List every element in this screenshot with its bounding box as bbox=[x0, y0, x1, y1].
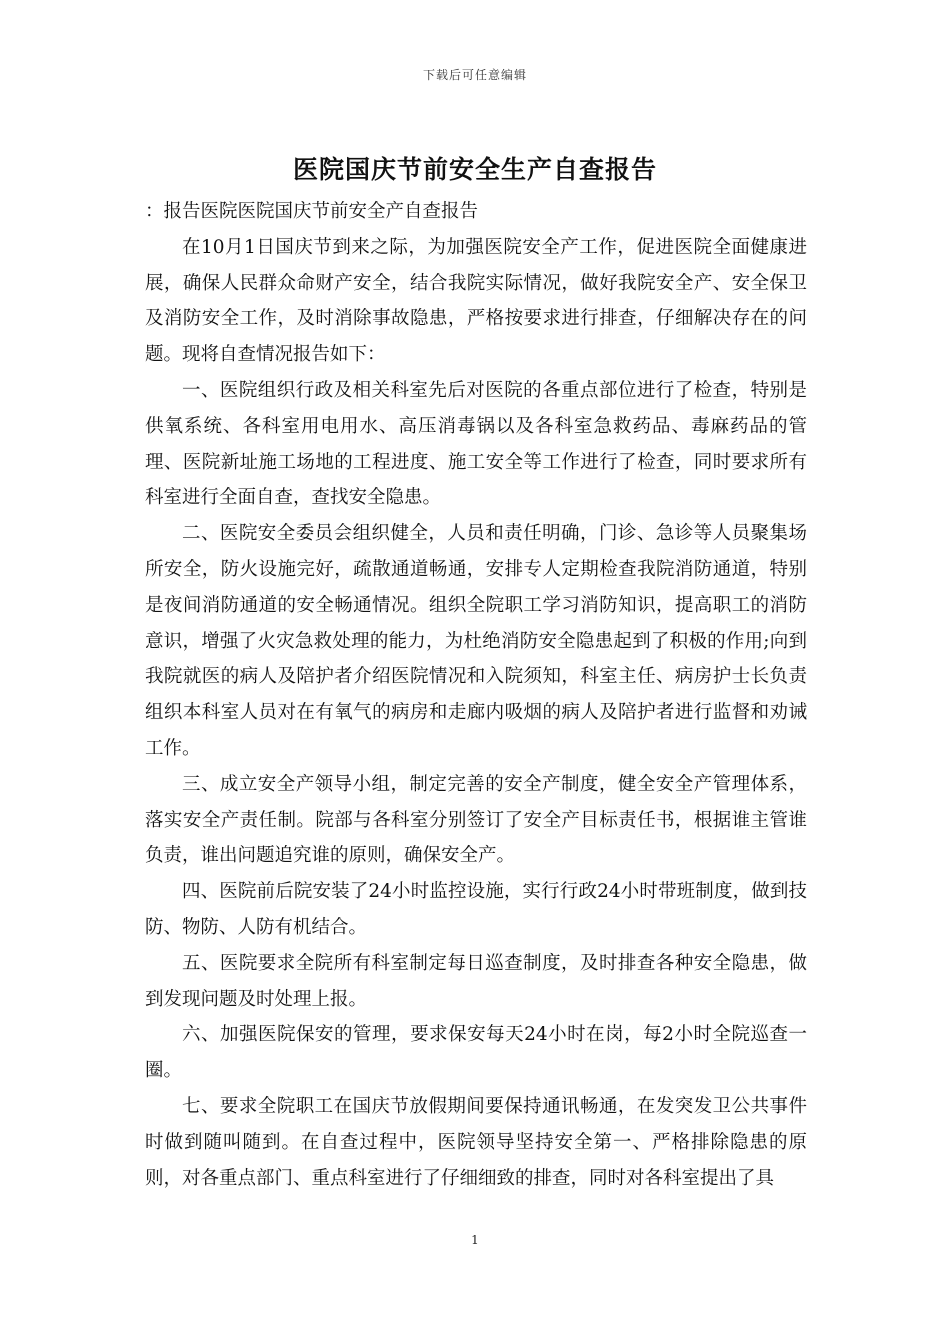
page-number: 1 bbox=[471, 1233, 479, 1247]
paragraph-1: 一、医院组织行政及相关科室先后对医院的各重点部位进行了检查，特别是供氧系统、各科室用电用水、高压消毒锅以及各科室急救药品、毒麻药品的管理、医院新址施工场地的工程进度、施工安全等工作进行了检查，同时要求所有科室进行全面自查，查找安全隐患。 bbox=[145, 379, 807, 509]
paragraph-3: 三、成立安全产领导小组，制定完善的安全产制度，健全安全产管理体系，落实安全产责任制。院部与各科室分别签订了安全产目标责任书，根据谁主管谁负责，谁出问题追究谁的原则，确保安全产。 bbox=[145, 773, 807, 867]
paragraph-7: 七、要求全院职工在国庆节放假期间要保持通讯畅通，在发突发卫公共事件时做到随叫随到。在自查过程中，医院领导坚持安全第一、严格排除隐患的原则，对各重点部门、重点科室进行了仔细细致的排查，同时对各科室提出了具 bbox=[145, 1095, 807, 1189]
document-body bbox=[145, 194, 807, 1196]
paragraph-6: 六、加强医院保安的管理，要求保安每天24小时在岗，每2小时全院巡查一圈。 bbox=[145, 1024, 807, 1082]
subtitle-line: ：报告医院医院国庆节前安全产自查报告 bbox=[145, 201, 479, 222]
paragraph-intro: 在10月1日国庆节到来之际，为加强医院安全产工作，促进医院全面健康进展，确保人民群众命财产安全，结合我院实际情况，做好我院安全产、安全保卫及消防安全工作，及时消除事故隐患，严格按要求进行排查，仔细解决存在的问题。现将自查情况报告如下： bbox=[145, 236, 807, 366]
page-title: 医院国庆节前安全生产自查报告 bbox=[292, 155, 657, 184]
paragraph-4: 四、医院前后院安装了24小时监控设施，实行行政24小时带班制度，做到技防、物防、人防有机结合。 bbox=[145, 881, 807, 938]
paragraph-5: 五、医院要求全院所有科室制定每日巡查制度，及时排查各种安全隐患，做到发现问题及时处理上报。 bbox=[145, 952, 807, 1010]
paragraph-2: 二、医院安全委员会组织健全，人员和责任明确，门诊、急诊等人员聚集场所安全，防火设施完好，疏散通道畅通，安排专人定期检查我院消防通道，特别是夜间消防通道的安全畅通情况。组织全院职工学习消防知识，提高职工的消防意识，增强了火灾急救处理的能力，为杜绝消防安全隐患起到了积极的作用;向到我院就医的病人及陪护者介绍医院情况和入院须知，科室主任、病房护士长负责组织本科室人员对在有氧气的病房和走廊内吸烟的病人及陪护者进行监督和劝诫工作。 bbox=[145, 523, 807, 759]
header-note: 下载后可任意编辑 bbox=[422, 68, 527, 82]
